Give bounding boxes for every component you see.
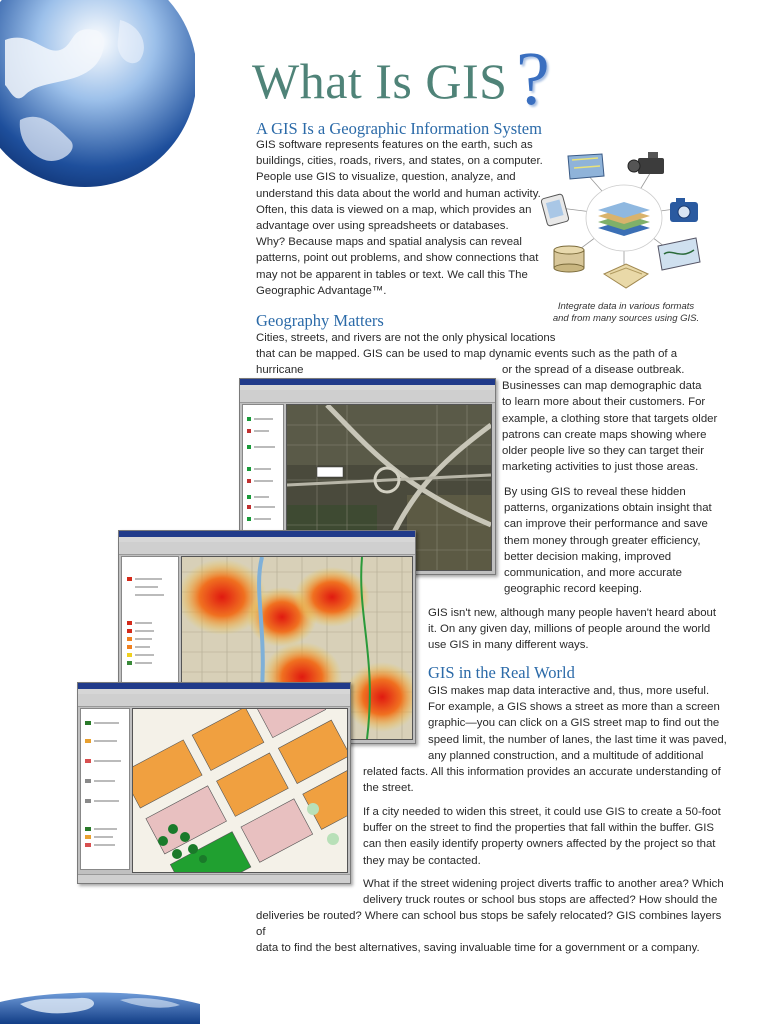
video-camera-icon — [628, 152, 664, 174]
text-line: If a city needed to widen this street, it could use GIS to create a 50-foot — [363, 806, 721, 818]
toolbar — [78, 694, 350, 707]
caption-line: Integrate data in various formats — [557, 301, 695, 312]
parcel-map — [133, 709, 347, 872]
text-line: People use GIS to visualize, question, analyze, and — [256, 171, 516, 184]
text-line: Cities, streets, and rivers are not the only physical locations — [256, 332, 556, 344]
text-line: communication, and more accurate — [504, 567, 682, 580]
text-line: the street. — [363, 782, 414, 795]
layers-icon — [586, 185, 662, 251]
text-line: Businesses can map demographic data — [502, 380, 702, 393]
text-line: they may be contacted. — [363, 854, 481, 867]
scroll-map-icon — [658, 238, 700, 270]
data-integration-diagram — [540, 146, 708, 296]
question-mark-icon: ? — [516, 37, 550, 121]
caption-line: and from many sources using GIS. — [552, 313, 700, 324]
realworld-paragraph-e — [256, 908, 726, 957]
gps-device-icon — [541, 194, 569, 227]
text-line: understand this data about the world and human activity. — [256, 187, 541, 200]
paper-map-icon — [604, 264, 648, 288]
text-line: What if the street widening project diverts traffic to another area? Which — [363, 878, 724, 890]
geography-paragraph-right — [502, 362, 722, 475]
text-line: By using GIS to reveal these hidden — [504, 486, 686, 498]
text-line: any planned construction, and a multitude of additional — [428, 749, 704, 762]
intro-paragraph — [256, 137, 546, 299]
text-line: GIS software represents features on the earth, such as — [256, 139, 533, 151]
table-of-contents-panel — [80, 708, 130, 870]
realworld-paragraph-d — [363, 876, 733, 908]
status-bar — [78, 874, 350, 883]
insight-paragraph — [504, 484, 724, 597]
text-line: For example, a GIS shows a street as more than a screen — [428, 701, 720, 714]
database-icon — [554, 246, 584, 272]
text-line: patrons can create maps showing where — [502, 428, 707, 441]
text-line: geographic record keeping. — [504, 583, 643, 596]
text-line: Why? Because maps and spatial analysis can reveal — [256, 236, 522, 249]
intro-heading: A GIS Is a Geographic Information System — [256, 119, 542, 138]
text-line: speed limit, the number of lanes, the last time it was paved, — [428, 733, 727, 746]
text-line: can improve their performance and save — [504, 518, 708, 531]
toc-entries — [81, 709, 129, 869]
realworld-paragraph-a — [428, 683, 728, 764]
map-icon — [568, 154, 604, 179]
text-line: patterns, organizations obtain insight that — [504, 502, 712, 515]
page-title: What Is GIS — [252, 53, 508, 109]
text-line: Often, this data is viewed on a map, which provides an — [256, 203, 532, 216]
text-line: buildings, cities, roads, rivers, and states, on a computer. — [256, 155, 543, 168]
text-line: related facts. All this information provides an accurate understanding of — [363, 766, 721, 778]
text-line: Geographic Advantage™. — [256, 284, 387, 297]
text-line: graphic—you can click on a GIS street map to find out the — [428, 717, 720, 730]
globe-bottom-image — [0, 990, 200, 1024]
gis-not-new-paragraph — [428, 605, 728, 654]
text-line: patterns, point out problems, and show connections that — [256, 252, 539, 265]
text-line: GIS makes map data interactive and, thus, more useful. — [428, 685, 710, 697]
geography-heading: Geography Matters — [256, 311, 384, 330]
text-line: better decision making, improved — [504, 550, 672, 563]
toolbar — [240, 390, 495, 403]
text-line: deliveries be routed? Where can school bus stops be safely relocated? GIS combines layers of — [256, 910, 722, 939]
text-line: data to find the best alternatives, saving invaluable time for a government or a company. — [256, 942, 700, 955]
text-line: GIS isn't new, although many people haven't heard about — [428, 607, 717, 619]
text-line: advantage over using spreadsheets or databases. — [256, 220, 509, 233]
camera-icon — [670, 198, 698, 222]
text-line: to learn more about their customers. For — [502, 396, 706, 409]
realworld-paragraph-b — [363, 764, 733, 796]
toolbar — [119, 542, 415, 555]
parcel-map-view — [132, 708, 348, 873]
text-line: them money through greater efficiency, — [504, 534, 701, 547]
text-line: or the spread of a disease outbreak. — [502, 364, 685, 376]
text-line: that can be mapped. GIS can be used to map dynamic events such as the path of a hurricane — [256, 348, 678, 377]
text-line: older people live so they can target their — [502, 445, 704, 458]
text-line: may not be apparent in tables or text. We call this The — [256, 268, 528, 281]
realworld-paragraph-c — [363, 804, 733, 869]
diagram-caption — [546, 301, 706, 325]
globe-top-image — [0, 0, 195, 195]
text-line: delivery truck routes or school bus stops are affected? How should the — [363, 894, 718, 907]
parcel-gis-screenshot — [77, 682, 351, 884]
text-line: marketing activities to just those areas. — [502, 461, 699, 474]
text-line: it. On any given day, millions of people around the world — [428, 623, 711, 636]
text-line: example, a clothing store that targets older — [502, 412, 718, 425]
text-line: can then easily identify property owners affected by the project so that — [363, 838, 716, 851]
realworld-heading: GIS in the Real World — [428, 663, 575, 682]
text-line: use GIS in many different ways. — [428, 639, 589, 652]
text-line: buffer on the street to find the properties that fall within the buffer. GIS — [363, 822, 715, 835]
